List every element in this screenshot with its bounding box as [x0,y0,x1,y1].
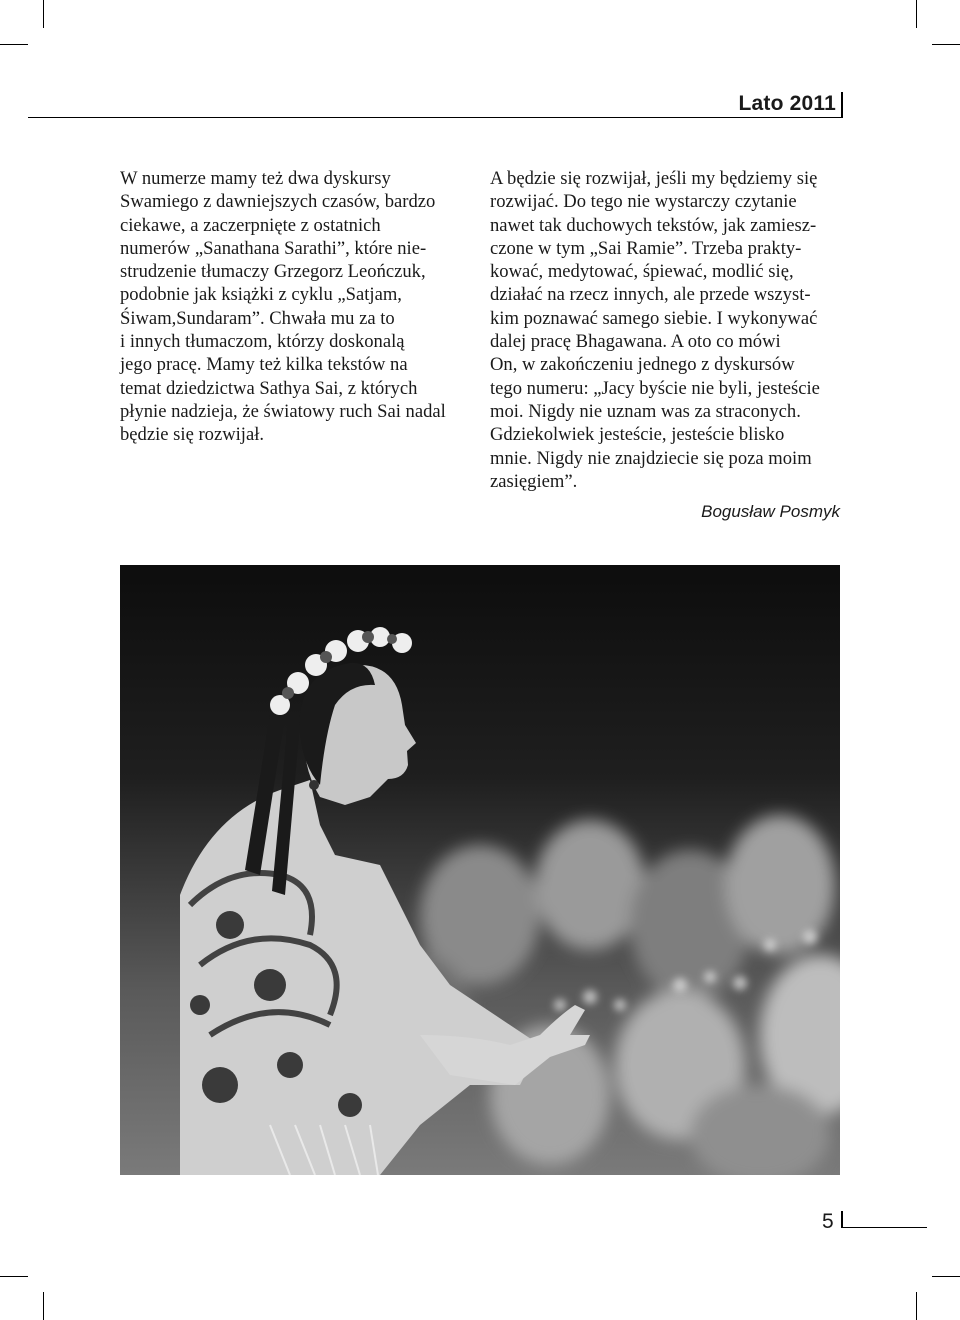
article-column-left [120,167,480,447]
article-photo [120,565,840,1175]
text-line: Gdziekolwiek jesteście, jesteście blisko [490,424,785,446]
text-line: mnie. Nigdy nie znajdziecie się poza moim [490,447,812,469]
text-line: będzie się rozwijał. [120,424,265,446]
issue-label: Lato 2011 [738,92,836,115]
text-line: temat dziedzictwa Sathya Sai, z których [120,377,418,399]
text-line: numerów „Sanathana Sarathi”, które nie- [120,237,427,259]
text-line: tego numeru: „Jacy byście nie byli, jesteście [490,377,820,399]
text-line: jego pracę. Mamy też kilka tekstów na [120,354,408,376]
text-line: On, w zakończeniu jednego z dyskursów [490,354,795,376]
footer-rule [841,1227,927,1228]
text-line: ciekawe, a zaczerpnięte z ostatnich [120,214,381,236]
crop-mark [0,1276,28,1277]
text-line: i innych tłumaczom, którzy doskonalą [120,331,405,353]
crop-mark [916,0,917,28]
text-line: podobnie jak książki z cyklu „Satjam, [120,284,402,306]
crop-mark [43,0,44,28]
crop-mark [932,1276,960,1277]
text-line: nawet tak duchowych tekstów, jak zamiesz- [490,214,817,236]
author-signature: Bogusław Posmyk [701,502,840,521]
crop-mark [0,44,28,45]
text-line: rozwijać. Do tego nie wystarczy czytanie [490,191,797,213]
header-tick [841,92,843,118]
text-line: czone w tym „Sai Ramie”. Trzeba prakty- [490,237,802,259]
page-number: 5 [822,1210,834,1233]
text-line: dalej pracę Bhagawana. A oto co mówi [490,331,781,353]
text-line: moi. Nigdy nie uznam was za straconych. [490,400,801,422]
text-line: zasięgiem”. [490,470,578,492]
text-line: strudzenie tłumaczy Grzegorz Leończuk, [120,261,426,283]
text-line: W numerze mamy też dwa dyskursy [120,168,391,189]
text-line: kim poznawać samego siebie. I wykonywać [490,307,818,329]
crop-mark [43,1292,44,1320]
text-line: działać na rzecz innych, ale przede wszyst- [490,284,811,306]
article-column-right [490,167,842,493]
footer-tick [841,1211,843,1228]
text-line: A będzie się rozwijał, jeśli my będziemy się [490,168,818,189]
text-line: płynie nadzieja, że światowy ruch Sai nadal [120,400,446,422]
text-line: kować, medytować, śpiewać, modlić się, [490,261,794,283]
header-rule [28,117,843,118]
crop-mark [932,44,960,45]
text-line: Śiwam,Sundaram”. Chwała mu za to [120,307,395,329]
crop-mark [916,1292,917,1320]
text-line: Swamiego z dawniejszych czasów, bardzo [120,191,436,213]
